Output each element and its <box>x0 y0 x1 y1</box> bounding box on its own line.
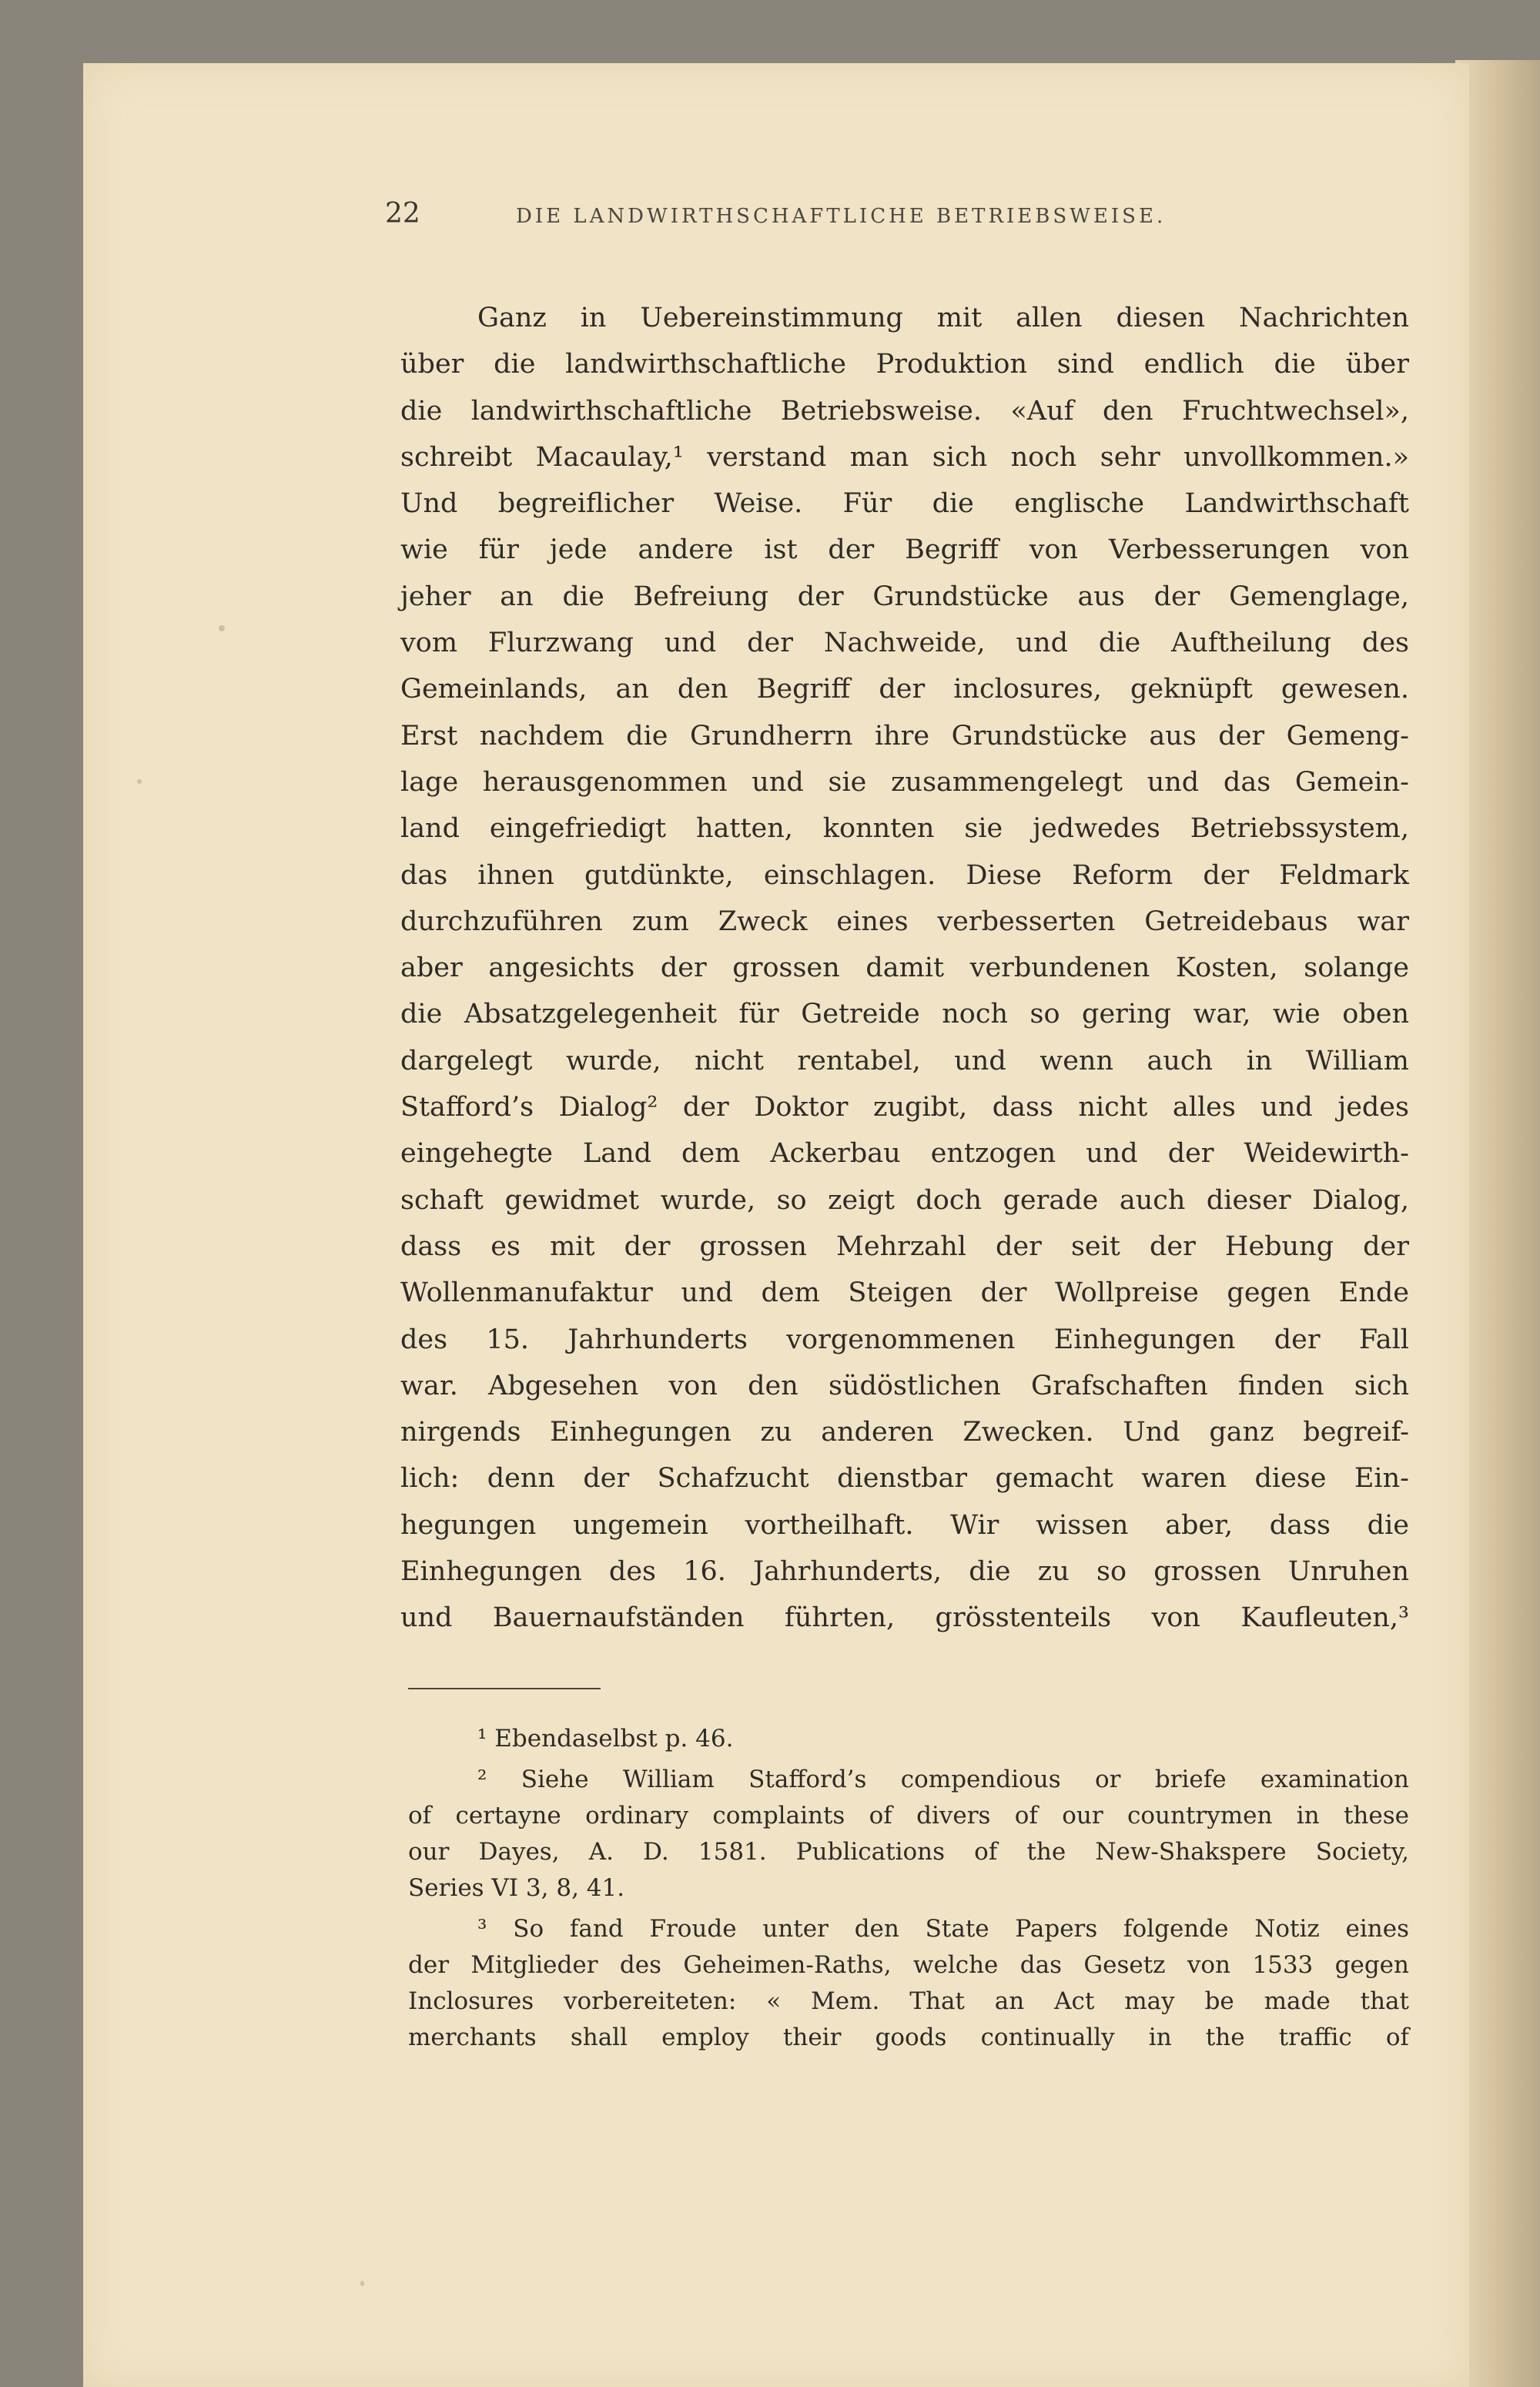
footnote-line: of certayne ordinary complaints of divers of our countrymen in these <box>408 1802 1409 1830</box>
text-line: die landwirthschaftliche Betriebsweise. «Auf den Fruchtwechsel», <box>400 395 1409 427</box>
footnote-3 <box>408 1911 1409 2056</box>
text-line: nirgends Einhegungen zu anderen Zwecken. Und ganz begreif- <box>400 1417 1409 1448</box>
text-line: aber angesichts der grossen damit verbundenen Kosten, solange <box>400 952 1409 984</box>
text-line: Und begreiflicher Weise. Für die englische Landwirthschaft <box>400 488 1409 520</box>
text-line: lich: denn der Schafzucht dienstbar gemacht waren diese Ein- <box>400 1463 1409 1495</box>
paper-speck <box>360 2281 364 2286</box>
text-line: und Bauernaufständen führten, grösstenteils von Kaufleuten,³ <box>400 1602 1409 1634</box>
footnote-rule <box>408 1688 601 1689</box>
text-line: Einhegungen des 16. Jahrhunderts, die zu so grossen Unruhen <box>400 1556 1409 1588</box>
text-line: schaft gewidmet wurde, so zeigt doch gerade auch dieser Dialog, <box>400 1184 1409 1216</box>
text-line: Ganz in Uebereinstimmung mit allen diesen Nachrichten <box>477 303 1409 333</box>
footnotes <box>408 1721 1409 2061</box>
footnote-1 <box>408 1721 1409 1757</box>
text-line: schreibt Macaulay,¹ verstand man sich noch sehr unvollkommen.» <box>400 441 1409 473</box>
footnote-line: our Dayes, A. D. 1581. Publications of the New-Shakspere Society, <box>408 1838 1409 1866</box>
running-title: DIE LANDWIRTHSCHAFTLICHE BETRIEBSWEISE. <box>516 205 1167 228</box>
text-line: jeher an die Befreiung der Grundstücke aus der Gemenglage, <box>400 581 1409 612</box>
text-line: lage herausgenommen und sie zusammengelegt und das Gemein- <box>400 766 1409 798</box>
paper-speck <box>137 779 142 784</box>
footnote-line: ¹ Ebendaselbst p. 46. <box>477 1725 734 1753</box>
text-line: eingehegte Land dem Ackerbau entzogen und der Weidewirth- <box>400 1138 1409 1170</box>
text-line: das ihnen gutdünkte, einschlagen. Diese Reform der Feldmark <box>400 859 1409 891</box>
text-line: des 15. Jahrhunderts vorgenommenen Einhegungen der Fall <box>400 1324 1409 1355</box>
running-head <box>385 191 1417 237</box>
text-line: durchzuführen zum Zweck eines verbesserten Getreidebaus war <box>400 906 1409 937</box>
text-line: vom Flurzwang und der Nachweide, und die Auftheilung des <box>400 628 1409 659</box>
text-line: dargelegt wurde, nicht rentabel, und wenn auch in William <box>400 1045 1409 1076</box>
text-line: dass es mit der grossen Mehrzahl der seit der Hebung der <box>400 1230 1409 1262</box>
body-text <box>400 295 1409 1642</box>
text-line: die Absatzgelegenheit für Getreide noch so gering war, wie oben <box>400 999 1409 1030</box>
text-line: land eingefriedigt hatten, konnten sie jedwedes Betriebssystem, <box>400 813 1409 845</box>
text-line: wie für jede andere ist der Begriff von Verbesserungen von <box>400 534 1409 566</box>
footnote-line: Inclosures vorbereiteten: « Mem. That an Act may be made that <box>408 1987 1409 2015</box>
footnote-2 <box>408 1762 1409 1907</box>
text-line: Gemeinlands, an den Begriff der inclosures, geknüpft gewesen. <box>400 674 1409 705</box>
footnote-line: ³ So fand Froude unter den State Papers folgende Notiz eines <box>477 1915 1409 1943</box>
text-line: Erst nachdem die Grundherrn ihre Grundstücke aus der Gemeng- <box>400 720 1409 752</box>
text-line: war. Abgesehen von den südöstlichen Grafschaften finden sich <box>400 1370 1409 1401</box>
page-number: 22 <box>385 198 420 229</box>
text-line: Wollenmanufaktur und dem Steigen der Wollpreise gegen Ende <box>400 1277 1409 1309</box>
text-line: über die landwirthschaftliche Produktion sind endlich die über <box>400 349 1409 380</box>
footnote-line: Series VI 3, 8, 41. <box>408 1874 625 1902</box>
text-line: hegungen ungemein vortheilhaft. Wir wissen aber, dass die <box>400 1509 1409 1541</box>
footnote-line: merchants shall employ their goods continually in the traffic of <box>408 2024 1409 2051</box>
footnote-line: ² Siehe William Stafford’s compendious or briefe examination <box>477 1766 1409 1793</box>
paper-speck <box>219 625 225 631</box>
footnote-line: der Mitglieder des Geheimen-Raths, welche das Gesetz von 1533 gegen <box>408 1951 1409 1979</box>
text-line: Stafford’s Dialog² der Doktor zugibt, dass nicht alles und jedes <box>400 1092 1409 1123</box>
